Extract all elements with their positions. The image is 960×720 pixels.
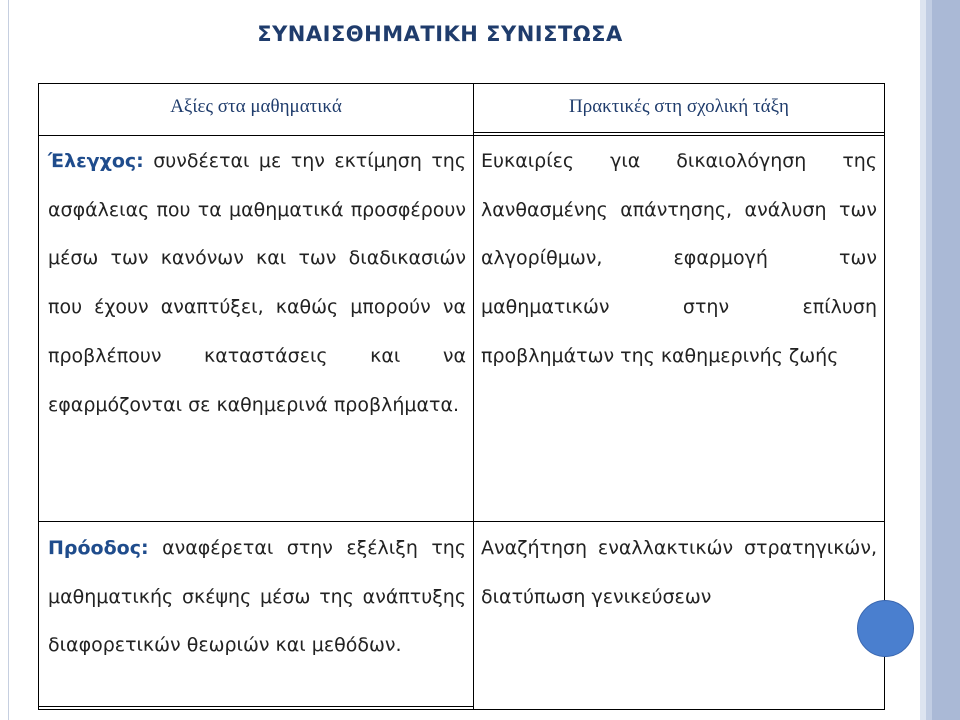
right-table-top-border xyxy=(474,83,885,84)
decorative-circle xyxy=(857,600,914,657)
right-table-bottom-border xyxy=(474,709,885,710)
header-practices: Πρακτικές στη σχολική τάξη xyxy=(569,96,789,117)
practice-cell-control: Ευκαιρίες για δικαιολόγηση της λανθασμένης απάντησης, ανάλυση των αλγορίθμων, εφαρμογή των μαθηματικών στην επίλυση προβλημάτων της καθημερινής ζωής xyxy=(481,150,877,367)
value-text-progress: αναφέρεται στην εξέλιξη της μαθηματικής σκέψης μέσω της ανάπτυξης διαφορετικών θεωριών και μεθόδων. xyxy=(48,537,466,657)
right-decorative-bars xyxy=(920,0,960,720)
value-cell-progress xyxy=(48,524,466,670)
left-table-right-border xyxy=(473,83,474,710)
value-cell-control xyxy=(48,137,466,429)
value-label-progress: Πρόοδος: xyxy=(48,537,149,559)
left-table-top-border xyxy=(38,83,474,84)
value-text-control: συνδέεται με την εκτίμηση της ασφάλειας που τα μαθηματικά προσφέρουν μέσω των κανόνων και των διαδικασιών που έχουν αναπτύξει, καθώς μπορούν να προβλέπουν καταστάσεις και να εφαρμόζονται σε καθημερινά προβλήματα. xyxy=(48,150,466,416)
left-header-divider xyxy=(38,135,474,136)
slide-title: ΣΥΝΑΙΣΘΗΜΑΤΙΚΗ ΣΥΝΙΣΤΩΣΑ xyxy=(257,22,623,46)
right-header-divider-2 xyxy=(474,135,885,136)
right-row-divider xyxy=(474,521,885,522)
left-row-divider xyxy=(38,521,474,522)
right-header-divider xyxy=(474,132,885,133)
value-label-control: Έλεγχος: xyxy=(48,150,144,172)
practice-cell-progress: Αναζήτηση εναλλακτικών στρατηγικών, διατύπωση γενικεύσεων xyxy=(481,537,877,608)
left-table-bottom-border xyxy=(38,706,474,707)
header-values: Αξίες στα μαθηματικά xyxy=(170,96,342,117)
left-table-left-border xyxy=(38,83,39,710)
left-table-bottom-border-2 xyxy=(38,709,474,710)
